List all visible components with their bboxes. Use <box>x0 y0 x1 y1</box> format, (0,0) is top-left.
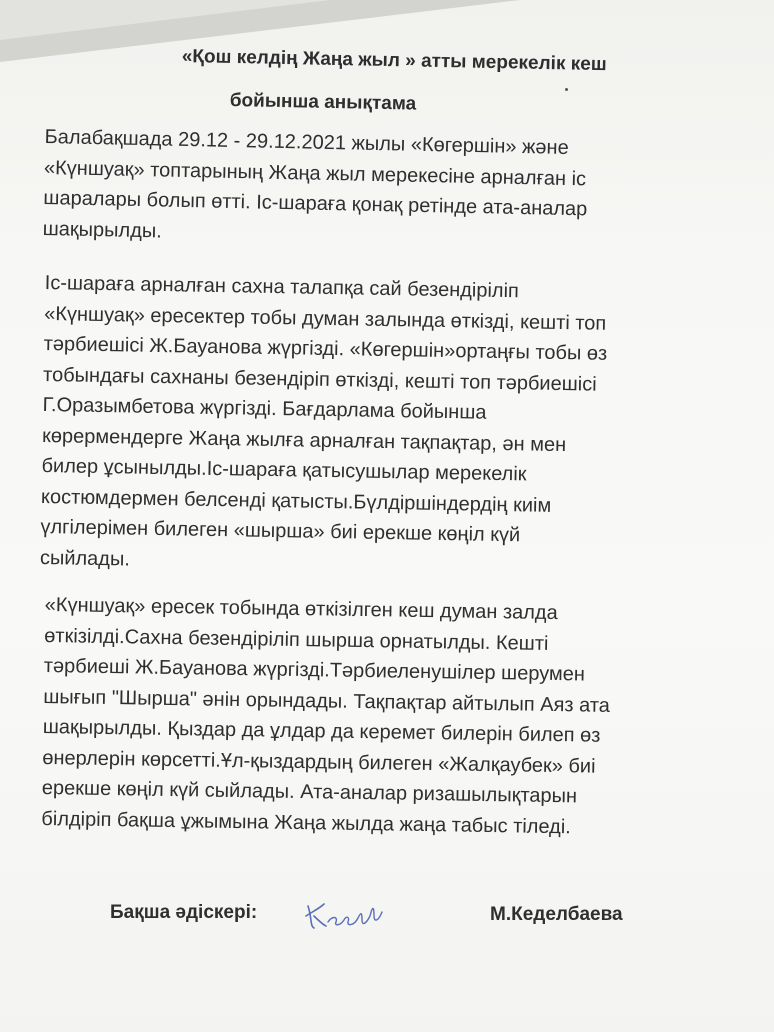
document-title-line-2: бойынша анықтама <box>229 90 417 115</box>
paragraph-2 <box>40 268 705 584</box>
paragraph-3 <box>41 590 705 844</box>
paragraph-1 <box>42 122 704 258</box>
text-line: үлгілерімен билеген «шырша» биі ерекше көңіл күй <box>40 515 521 547</box>
text-line: шақырылды. Қыздар да ұлдар да керемет билерін билеп өз <box>42 715 601 747</box>
text-line: өнерлерін көрсетті.Ұл-қыздардың билеген «Жалқаубек» биі <box>42 746 596 778</box>
text-line: «Күншуақ» ересек тобында өткізілген кеш думан залда <box>44 593 558 625</box>
signature-label: Бақша әдіскері: <box>110 902 258 923</box>
text-line: ерекше көңіл күй сыйлады. Ата-аналар ризашылықтарын <box>41 776 578 808</box>
text-line: өткізілді.Сахна безендіріліп шырша орнатылды. Кешті <box>44 624 549 655</box>
text-line: шақырылды. <box>42 217 163 242</box>
handwritten-signature <box>302 898 392 934</box>
paper-fold <box>0 0 330 40</box>
document-title-line-1: «Қош келдің Жаңа жыл » атты мерекелік кеш <box>181 46 607 76</box>
text-line: Іс-шараға арналған сахна талапқа сай безендіріліп <box>44 271 520 303</box>
text-line: костюмдермен белсенді қатысты.Бүлдіршіндердің киім <box>40 485 552 517</box>
text-line: Балабақшада 29.12 - 29.12.2021 жылы «Көгершін» және <box>44 125 569 159</box>
signatory-name: М.Кеделбаева <box>490 904 623 925</box>
text-line: шығып "Шырша" әнін орындады. Тақпақтар айтылып Аяз ата <box>43 685 611 717</box>
ink-speck <box>565 88 568 91</box>
text-line: тобындағы сахнаны безендіріп өткізді, кешті топ тәрбиешісі <box>42 363 597 396</box>
text-line: тәрбиешісі Ж.Бауанова жүргізді. «Көгершін»ортаңғы тобы өз <box>43 332 608 365</box>
signature-row <box>0 898 774 938</box>
text-line: білдіріп бақша ұжымына Жаңа жылда жаңа табыс тіледі. <box>41 807 571 838</box>
text-line: билер ұсынылды.Іс-шараға қатысушылар мерекелік <box>41 454 527 486</box>
text-line: көрермендерге Жаңа жылға арналған тақпақтар, ән мен <box>41 424 567 456</box>
text-line: «Күншуақ» топтарының Жаңа жыл мерекесіне арналған іс <box>43 156 587 190</box>
text-line: тәрбиеші Ж.Бауанова жүргізді.Тәрбиеленушілер шерумен <box>43 654 586 686</box>
text-line: «Күншуақ» ересектер тобы думан залында өткізді, кешті топ <box>44 302 607 335</box>
text-line: Г.Оразымбетова жүргізді. Бағдарлама бойынша <box>42 393 487 424</box>
text-line: сыйлады. <box>39 546 131 571</box>
text-line: шаралары болып өтті. Іс-шараға қонақ ретінде ата-аналар <box>43 186 588 221</box>
